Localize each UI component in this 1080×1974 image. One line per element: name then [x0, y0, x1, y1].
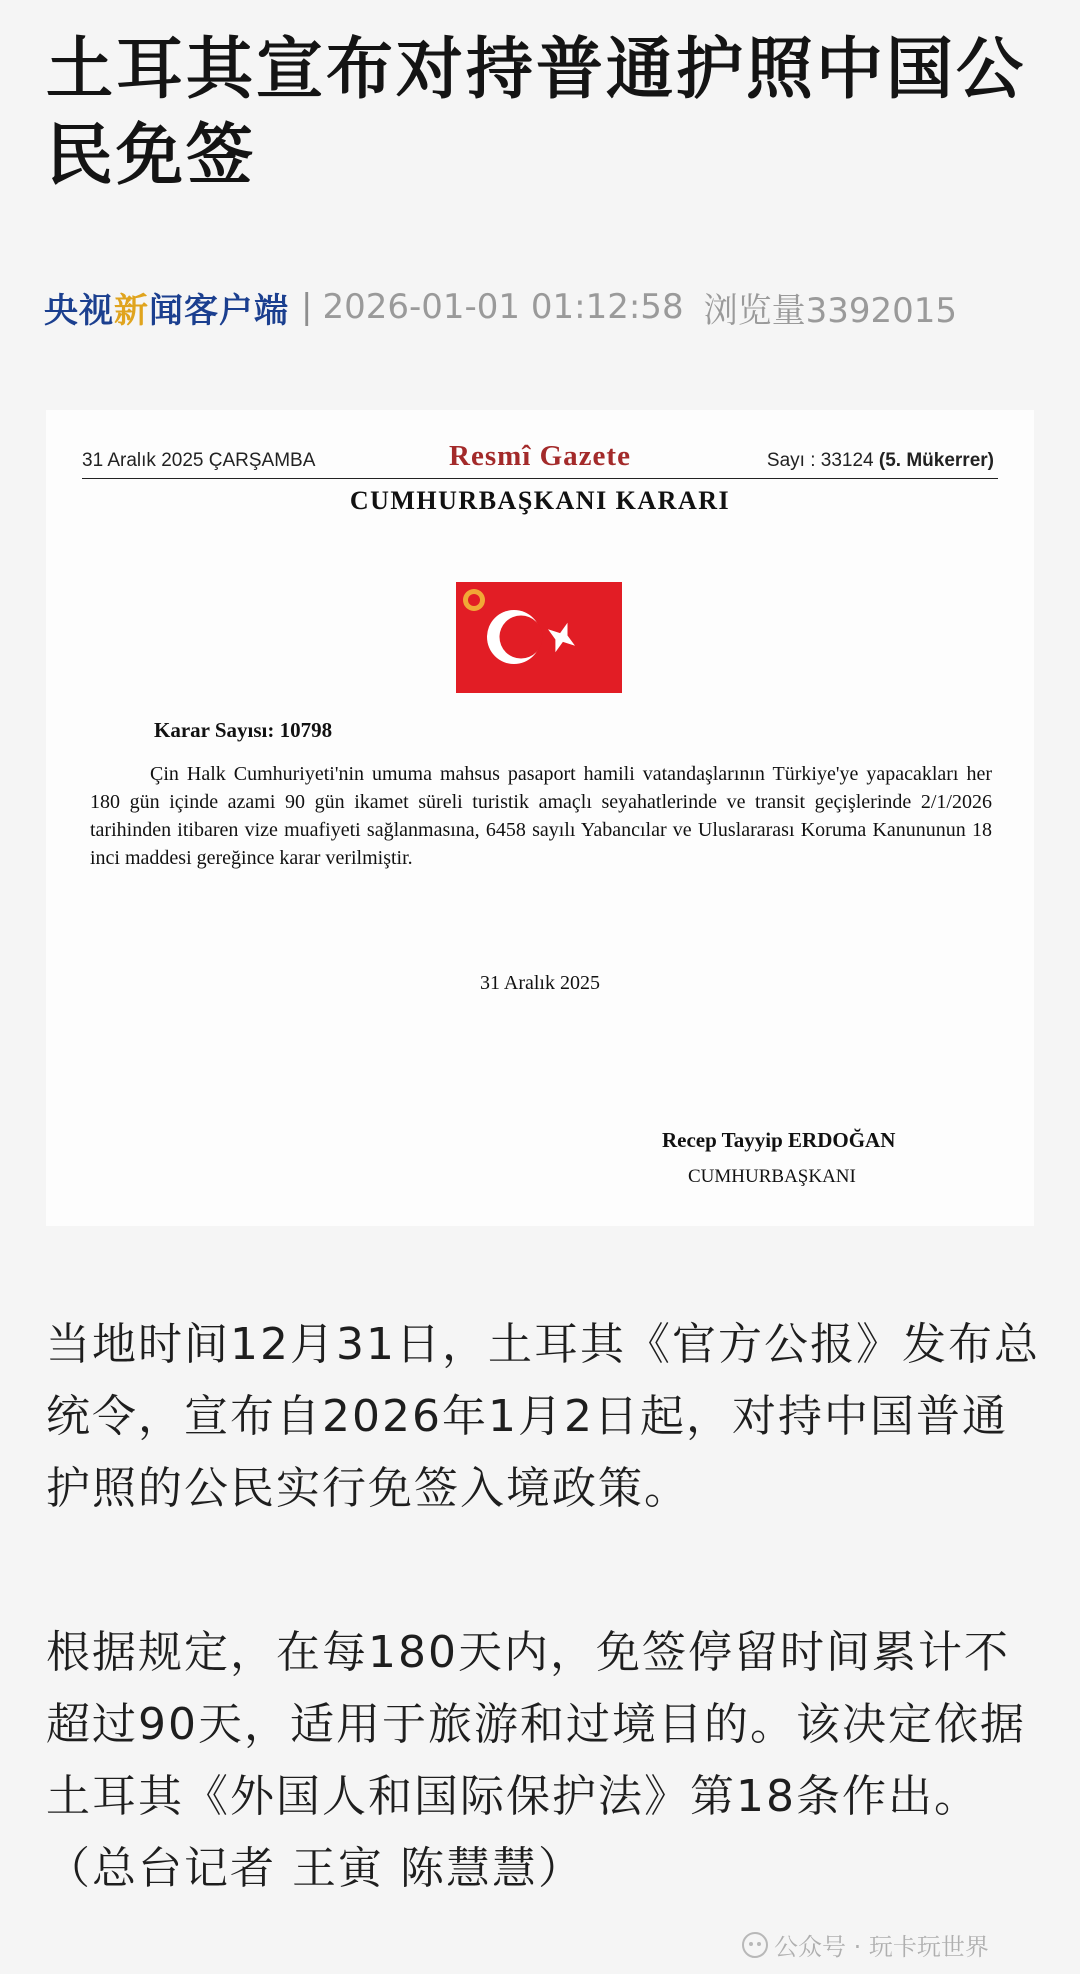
source-name-part2: 闻客户端 [149, 290, 289, 331]
gazette-issue [767, 450, 994, 472]
gazette-image[interactable] [46, 410, 1034, 1226]
publish-datetime: 2026-01-01 01:12:58 [322, 287, 684, 327]
source-name-part1: 央视 [44, 290, 114, 331]
gazette-name: Resmî Gazete [449, 440, 631, 472]
article-meta [44, 282, 957, 332]
decree-number: Karar Sayısı: 10798 [154, 718, 333, 742]
decree-sign-date: 31 Aralık 2025 [480, 972, 600, 994]
article-title: 土耳其宣布对持普通护照中国公民免签 [46, 30, 1026, 194]
source-name[interactable] [44, 283, 289, 332]
article-paragraph-1: 当地时间12月31日，土耳其《官方公报》发布总统令，宣布自2026年1月2日起，对持中国普通护照的公民实行免签入境政策。 [46, 1319, 1040, 1514]
watermark-text: 公众号 · 玩卡玩世界 [774, 1933, 989, 1961]
meta-separator: | [301, 287, 313, 327]
decree-heading: CUMHURBAŞKANI KARARI [349, 486, 731, 515]
gazette-header [82, 440, 998, 479]
watermark [742, 1927, 989, 1962]
signer-title: CUMHURBAŞKANI [688, 1166, 856, 1187]
view-count: 浏览量3392015 [703, 290, 958, 331]
decree-body: Çin Halk Cumhuriyeti'nin umuma mahsus pasaport hamili vatandaşlarının Türkiye'ye yapacakları her 180 gün içinde azami 90 gün ikamet süreli turistik amaçlı seyahatlerinde ve transit geçişlerinde 2/1/2026 tarihinden itibaren vize muafiyeti sağlanmasına, 6458 sayılı Yabancılar ve Uluslararası Koruma Kanununun 18 inci maddesi gereğince karar verilmiştir. [90, 763, 992, 869]
article-paragraph-2: 根据规定，在每180天内，免签停留时间累计不超过90天，适用于旅游和过境目的。该决定依据土耳其《外国人和国际保护法》第18条作出。（总台记者 王寅 陈慧慧） [46, 1627, 1026, 1894]
wechat-official-account-icon [742, 1932, 768, 1958]
gazette-issue-number: Sayı : 33124 [766, 450, 874, 471]
source-name-highlight: 新 [114, 290, 149, 331]
turkish-flag-image [456, 582, 622, 693]
signer-name: Recep Tayyip ERDOĞAN [662, 1128, 896, 1152]
gazette-date: 31 Aralık 2025 ÇARŞAMBA [82, 450, 316, 471]
gazette-issue-extra: (5. Mükerrer) [878, 450, 994, 471]
